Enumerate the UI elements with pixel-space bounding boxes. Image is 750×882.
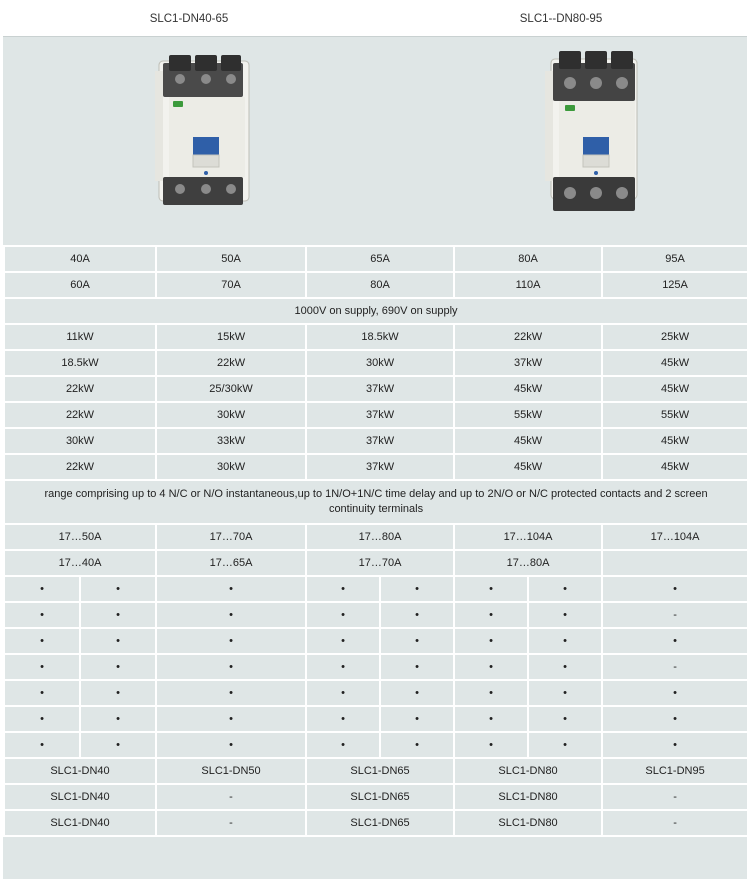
power-cell: 33kW xyxy=(156,428,306,454)
rating-row xyxy=(4,246,748,272)
contact-mark: • xyxy=(156,732,306,758)
contact-row xyxy=(4,680,748,706)
contact-mark: • xyxy=(306,654,380,680)
model-cell: SLC1-DN40 xyxy=(4,784,156,810)
contact-mark: • xyxy=(528,602,602,628)
rating-cell: 50A xyxy=(156,246,306,272)
rating-cell: 125A xyxy=(602,272,748,298)
contact-mark: • xyxy=(528,654,602,680)
contact-mark: • xyxy=(528,680,602,706)
spec-table xyxy=(3,245,749,837)
contact-mark: - xyxy=(602,602,748,628)
contact-mark: • xyxy=(80,732,156,758)
model-cell: SLC1-DN65 xyxy=(306,784,454,810)
contact-mark: • xyxy=(380,732,454,758)
model-cell: - xyxy=(156,810,306,836)
power-cell: 37kW xyxy=(306,402,454,428)
product-images xyxy=(3,37,747,245)
model-cell: SLC1-DN50 xyxy=(156,758,306,784)
rating-cell: 65A xyxy=(306,246,454,272)
model-cell: SLC1-DN80 xyxy=(454,784,602,810)
model-cell: - xyxy=(602,810,748,836)
contact-mark: • xyxy=(4,576,80,602)
range-row xyxy=(4,550,748,576)
contact-mark: • xyxy=(156,628,306,654)
range-cell: 17…104A xyxy=(602,524,748,550)
model-cell: SLC1-DN80 xyxy=(454,758,602,784)
contact-row xyxy=(4,732,748,758)
range-cell: 17…50A xyxy=(4,524,156,550)
contact-mark: • xyxy=(454,576,528,602)
range-cell: 17…65A xyxy=(156,550,306,576)
contact-mark: • xyxy=(156,706,306,732)
contact-mark: • xyxy=(380,602,454,628)
contact-mark: • xyxy=(80,602,156,628)
contact-mark: • xyxy=(602,680,748,706)
range-cell: 17…80A xyxy=(306,524,454,550)
power-cell: 45kW xyxy=(454,376,602,402)
contact-row xyxy=(4,654,748,680)
contact-mark: • xyxy=(156,654,306,680)
contact-row xyxy=(4,602,748,628)
model-header xyxy=(3,3,747,37)
contact-mark: • xyxy=(4,628,80,654)
contact-mark: • xyxy=(156,602,306,628)
model-cell: SLC1-DN65 xyxy=(306,810,454,836)
spec-sheet xyxy=(3,3,747,879)
contact-mark: • xyxy=(380,680,454,706)
voltage-row xyxy=(4,298,748,324)
contact-mark: • xyxy=(380,706,454,732)
power-cell: 22kW xyxy=(4,376,156,402)
contact-mark: • xyxy=(454,680,528,706)
contact-mark: • xyxy=(602,706,748,732)
rating-cell: 60A xyxy=(4,272,156,298)
contact-mark: • xyxy=(602,628,748,654)
rating-cell: 40A xyxy=(4,246,156,272)
model-row xyxy=(4,758,748,784)
contact-mark: • xyxy=(528,732,602,758)
range-cell: 17…104A xyxy=(454,524,602,550)
power-row xyxy=(4,376,748,402)
contact-mark: • xyxy=(306,732,380,758)
contact-mark: • xyxy=(4,680,80,706)
contact-row xyxy=(4,628,748,654)
contact-mark: • xyxy=(80,680,156,706)
range-cell xyxy=(602,550,748,576)
contact-mark: - xyxy=(602,654,748,680)
power-cell: 11kW xyxy=(4,324,156,350)
power-cell: 22kW xyxy=(156,350,306,376)
contact-mark: • xyxy=(528,706,602,732)
contact-mark: • xyxy=(306,628,380,654)
power-cell: 37kW xyxy=(306,454,454,480)
contact-mark: • xyxy=(380,628,454,654)
contactor-image-dn80-95 xyxy=(539,45,649,215)
power-cell: 45kW xyxy=(602,428,748,454)
rating-cell: 95A xyxy=(602,246,748,272)
power-cell: 45kW xyxy=(602,454,748,480)
power-row xyxy=(4,350,748,376)
power-row xyxy=(4,428,748,454)
power-cell: 30kW xyxy=(156,454,306,480)
power-cell: 37kW xyxy=(306,376,454,402)
contact-mark: • xyxy=(306,602,380,628)
contact-mark: • xyxy=(454,628,528,654)
contact-mark: • xyxy=(528,576,602,602)
power-cell: 30kW xyxy=(156,402,306,428)
header-left: SLC1-DN40-65 xyxy=(149,13,229,25)
contact-mark: • xyxy=(4,706,80,732)
contact-mark: • xyxy=(80,628,156,654)
contact-mark: • xyxy=(454,654,528,680)
contact-mark: • xyxy=(4,732,80,758)
power-cell: 55kW xyxy=(602,402,748,428)
contact-mark: • xyxy=(80,706,156,732)
model-row xyxy=(4,810,748,836)
model-cell: SLC1-DN65 xyxy=(306,758,454,784)
model-cell: - xyxy=(602,784,748,810)
power-cell: 30kW xyxy=(306,350,454,376)
power-cell: 45kW xyxy=(454,454,602,480)
contact-mark: • xyxy=(454,706,528,732)
contact-mark: • xyxy=(156,680,306,706)
power-cell: 18.5kW xyxy=(306,324,454,350)
range-cell: 17…40A xyxy=(4,550,156,576)
contact-mark: • xyxy=(602,732,748,758)
power-row xyxy=(4,454,748,480)
power-cell: 25kW xyxy=(602,324,748,350)
model-cell: SLC1-DN40 xyxy=(4,810,156,836)
contact-mark: • xyxy=(380,576,454,602)
contact-mark: • xyxy=(80,576,156,602)
contact-mark: • xyxy=(4,654,80,680)
range-row xyxy=(4,524,748,550)
model-cell: - xyxy=(156,784,306,810)
contactor-image-dn40-65 xyxy=(149,49,259,209)
contact-mark: • xyxy=(4,602,80,628)
power-cell: 22kW xyxy=(454,324,602,350)
contact-mark: • xyxy=(380,654,454,680)
model-cell: SLC1-DN95 xyxy=(602,758,748,784)
model-row xyxy=(4,784,748,810)
power-cell: 37kW xyxy=(454,350,602,376)
rating-row xyxy=(4,272,748,298)
power-cell: 45kW xyxy=(454,428,602,454)
model-cell: SLC1-DN40 xyxy=(4,758,156,784)
model-cell: SLC1-DN80 xyxy=(454,810,602,836)
power-cell: 22kW xyxy=(4,402,156,428)
rating-cell: 70A xyxy=(156,272,306,298)
power-cell: 22kW xyxy=(4,454,156,480)
contact-mark: • xyxy=(454,732,528,758)
power-cell: 55kW xyxy=(454,402,602,428)
rating-cell: 80A xyxy=(306,272,454,298)
contact-row xyxy=(4,576,748,602)
power-row xyxy=(4,324,748,350)
contact-mark: • xyxy=(306,576,380,602)
contact-mark: • xyxy=(306,680,380,706)
range-note-row xyxy=(4,480,748,524)
range-cell: 17…70A xyxy=(306,550,454,576)
power-cell: 45kW xyxy=(602,376,748,402)
power-cell: 37kW xyxy=(306,428,454,454)
contact-mark: • xyxy=(80,654,156,680)
contact-mark: • xyxy=(454,602,528,628)
power-row xyxy=(4,402,748,428)
contact-mark: • xyxy=(528,628,602,654)
power-cell: 45kW xyxy=(602,350,748,376)
contact-mark: • xyxy=(156,576,306,602)
power-cell: 15kW xyxy=(156,324,306,350)
contact-mark: • xyxy=(602,576,748,602)
voltage-note: 1000V on supply, 690V on supply xyxy=(4,298,748,324)
range-cell: 17…80A xyxy=(454,550,602,576)
power-cell: 30kW xyxy=(4,428,156,454)
rating-cell: 110A xyxy=(454,272,602,298)
contact-mark: • xyxy=(306,706,380,732)
rating-cell: 80A xyxy=(454,246,602,272)
range-note: range comprising up to 4 N/C or N/O instantaneous,up to 1N/O+1N/C time delay and up to 2N/O or N/C protected contacts and 2 screen continuity terminals xyxy=(4,480,748,524)
contact-row xyxy=(4,706,748,732)
range-cell: 17…70A xyxy=(156,524,306,550)
power-cell: 25/30kW xyxy=(156,376,306,402)
header-right: SLC1--DN80-95 xyxy=(519,13,603,25)
power-cell: 18.5kW xyxy=(4,350,156,376)
